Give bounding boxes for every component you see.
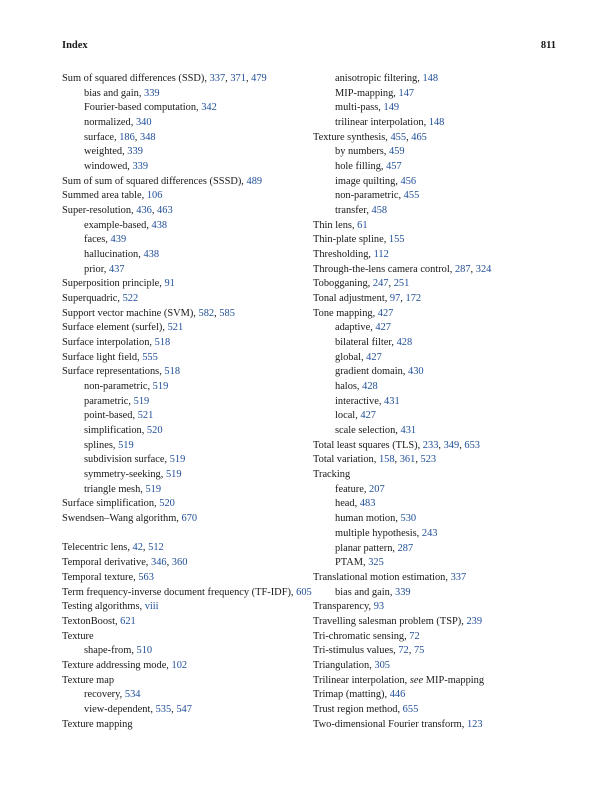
index-term: Thresholding, (313, 249, 374, 261)
index-term: hole filling, (335, 161, 387, 173)
index-term: global, (335, 351, 367, 363)
index-term: triangle mesh, (84, 483, 146, 495)
page-reference-link[interactable]: 305 (374, 659, 390, 671)
page-reference-link[interactable]: 340 (135, 117, 152, 129)
page-reference-link[interactable]: 102 (171, 659, 188, 671)
index-subentry (313, 497, 553, 512)
index-term: Temporal derivative, (62, 557, 151, 569)
index-subentry (62, 145, 302, 160)
index-subentry (62, 395, 302, 410)
index-term: Thin-plate spline, (313, 234, 389, 246)
page-reference-link[interactable]: 324 (475, 263, 492, 275)
index-term: MIP-mapping, (335, 87, 399, 99)
index-term: Fourier-based computation, (84, 102, 202, 114)
page-reference-link[interactable]: 458 (371, 205, 388, 217)
index-term: non-parametric, (335, 190, 404, 202)
index-subentry (62, 439, 302, 454)
page-reference-link[interactable]: 112 (373, 249, 389, 261)
index-term: Trimap (matting), (313, 689, 390, 701)
index-term: Superposition principle, (62, 278, 165, 290)
page-reference-link[interactable]: 148 (422, 73, 439, 84)
index-term: Tri-stimulus values, (313, 645, 399, 657)
index-term: subdivision surface, (84, 454, 170, 466)
index-term: human motion, (335, 513, 401, 525)
index-term: normalized, (84, 117, 136, 129)
index-term: Tri-chromatic sensing, (313, 630, 410, 642)
page-reference-link[interactable]: 519 (133, 395, 150, 407)
page-reference-link[interactable]: 535 (155, 703, 172, 715)
index-term: by numbers, (335, 146, 389, 158)
index-term: non-parametric, (84, 381, 153, 393)
index-term: local, (335, 410, 361, 422)
page-reference-link[interactable]: 148 (428, 117, 445, 129)
index-entry (313, 468, 553, 483)
index-term: head, (335, 498, 360, 510)
index-entry (62, 292, 302, 307)
index-entry (62, 718, 302, 733)
index-term: adaptive, (335, 322, 376, 334)
page-reference-link[interactable]: 360 (171, 557, 188, 569)
index-subentry (62, 101, 302, 116)
page-reference-link[interactable]: 339 (127, 146, 143, 158)
index-entry: Texture synthesis, 455, 465 (313, 131, 427, 143)
index-entry (313, 571, 553, 586)
page-reference-link[interactable]: 207 (369, 483, 385, 495)
index-entry: Telecentric lens, 42, 512 (62, 542, 164, 554)
index-term: faces, (84, 234, 111, 246)
page-reference-link[interactable]: 243 (421, 527, 438, 539)
page-reference-link[interactable]: 522 (122, 293, 139, 305)
index-entry: Super-resolution, 436, 463 (62, 205, 173, 217)
index-term: Sum of squared differences (SSD), (62, 73, 210, 84)
index-term: Texture mapping (62, 718, 133, 730)
index-entry (62, 189, 302, 204)
index-term: multiple hypothesis, (335, 527, 422, 539)
index-term: Transparency, (313, 601, 374, 613)
index-term: Trilinear interpolation, (313, 674, 410, 686)
index-term: splines, (84, 439, 119, 451)
index-term: interactive, (335, 395, 385, 407)
index-term: windowed, (84, 161, 133, 173)
index-entry (313, 233, 553, 248)
index-term: scale selection, (335, 425, 401, 437)
index-entry (313, 248, 553, 263)
running-header (62, 40, 556, 54)
index-term: Texture (62, 630, 94, 642)
index-entry (62, 586, 332, 601)
index-subentry (313, 542, 553, 557)
index-term: hallucination, (84, 249, 144, 261)
index-entry (62, 321, 302, 336)
page-reference-link[interactable]: 371 (230, 73, 246, 84)
index-term: feature, (335, 483, 370, 495)
index-term: prior, (84, 263, 109, 275)
page-reference-link[interactable]: 510 (136, 645, 153, 657)
page-reference-link[interactable]: 457 (386, 161, 402, 173)
index-term: multi-pass, (335, 102, 384, 114)
page-reference-link[interactable]: 479 (251, 73, 267, 84)
page-reference-link[interactable]: 430 (408, 366, 424, 378)
index-subentry (62, 688, 302, 703)
index-subentry: surface, 186, 348 (84, 131, 156, 143)
page-reference-link[interactable]: 346 (151, 557, 167, 569)
index-entry (62, 365, 302, 380)
page-reference-link[interactable]: 519 (169, 454, 186, 466)
index-entry (313, 703, 553, 718)
page-reference-link[interactable]: 247 (372, 278, 389, 290)
index-term: image quilting, (335, 175, 401, 187)
index-term: bilateral filter, (335, 337, 397, 349)
page-reference-link[interactable]: 427 (377, 307, 394, 319)
page-reference-link[interactable]: 555 (142, 351, 158, 363)
index-subentry (62, 409, 302, 424)
page-reference-link[interactable]: viii (144, 601, 159, 613)
page-reference-link[interactable]: 97 (389, 293, 401, 305)
page-reference-link[interactable]: 455 (403, 190, 420, 202)
page-reference-link[interactable]: 361 (399, 454, 416, 466)
index-term: symmetry-seeking, (84, 469, 166, 481)
index-entry (313, 659, 553, 674)
index-term: Travelling salesman problem (TSP), (313, 615, 467, 627)
page-reference-link[interactable]: 518 (154, 337, 171, 349)
index-subentry (313, 556, 553, 571)
index-term: Super-resolution, (62, 205, 137, 217)
page-reference-link[interactable]: 172 (405, 293, 422, 305)
page-reference-link[interactable]: 155 (388, 234, 405, 246)
index-entry (313, 615, 553, 630)
index-subentry (313, 87, 553, 102)
index-term: Surface interpolation, (62, 337, 155, 349)
page-reference-link[interactable]: 456 (400, 175, 417, 187)
index-term: point-based, (84, 410, 138, 422)
index-subentry (62, 233, 302, 248)
page-reference-link[interactable]: 337 (450, 571, 467, 583)
index-entry (62, 674, 302, 689)
page-reference-link[interactable]: 325 (368, 557, 384, 569)
page-reference-link[interactable]: 438 (151, 219, 168, 231)
page-reference-link[interactable]: 428 (396, 337, 413, 349)
index-term: Testing algorithms, (62, 601, 145, 613)
index-subentry (313, 160, 553, 175)
page-reference-link[interactable]: 518 (164, 366, 181, 378)
index-entry: Tobogganing, 247, 251 (313, 278, 410, 290)
index-term: Translational motion estimation, (313, 571, 451, 583)
page-reference-link[interactable]: 251 (393, 278, 410, 290)
index-subentry (62, 219, 302, 234)
index-entry (313, 630, 553, 645)
index-entry (313, 307, 553, 322)
index-term: TextonBoost, (62, 615, 121, 627)
index-term: Two-dimensional Fourier transform, (313, 718, 467, 730)
page-reference-link[interactable]: 519 (118, 439, 134, 451)
index-term: Support vector machine (SVM), (62, 307, 199, 319)
page-reference-link[interactable]: 75 (413, 645, 425, 657)
index-entry: Through-the-lens camera control, 287, 324 (313, 263, 492, 275)
index-term: bias and gain, (84, 87, 145, 99)
index-entry (62, 497, 302, 512)
index-term: shape-from, (84, 645, 137, 657)
index-entry: Support vector machine (SVM), 582, 585 (62, 307, 235, 319)
page-reference-link[interactable]: 621 (120, 615, 136, 627)
index-term: Temporal texture, (62, 571, 139, 583)
index-subentry (313, 351, 553, 366)
index-term: Term frequency-inverse document frequency (TF-IDF), (62, 586, 297, 598)
index-entry (313, 718, 553, 733)
page-reference-link[interactable]: 655 (402, 703, 419, 715)
page-reference-link[interactable]: 72 (409, 630, 420, 642)
index-term: Texture map (62, 674, 115, 686)
page-reference-link[interactable]: 463 (157, 205, 173, 217)
index-term: Texture addressing mode, (62, 659, 172, 671)
page-reference-link[interactable]: 339 (395, 586, 411, 598)
index-subentry (62, 380, 302, 395)
index-term: trilinear interpolation, (335, 117, 429, 129)
page-reference-link[interactable]: 582 (198, 307, 215, 319)
index-subentry (313, 116, 553, 131)
page-reference-link[interactable]: 149 (383, 102, 400, 114)
index-subentry (313, 72, 553, 87)
page-reference-link[interactable]: 431 (400, 425, 417, 437)
index-subentry (313, 365, 553, 380)
index-term: Telecentric lens, (62, 542, 133, 554)
index-entry (62, 571, 302, 586)
page-reference-link[interactable]: 93 (373, 601, 385, 613)
index-subentry (62, 248, 302, 263)
index-column-right (313, 72, 553, 732)
header-title: Index (62, 40, 88, 51)
index-term: transfer, (335, 205, 372, 217)
page-reference-link[interactable]: 521 (167, 322, 184, 334)
index-term: recovery, (84, 689, 125, 701)
page-reference-link[interactable]: 670 (181, 513, 198, 525)
page-reference-link[interactable]: 438 (143, 249, 160, 261)
page-reference-link[interactable]: 489 (246, 175, 263, 187)
index-subentry (313, 321, 553, 336)
index-entry (62, 615, 302, 630)
index-term: Total variation, (313, 454, 379, 466)
index-entry (62, 659, 302, 674)
index-entry (62, 600, 302, 615)
index-entry (313, 674, 553, 689)
page-reference-link[interactable]: 459 (388, 146, 405, 158)
index-term: Surface simplification, (62, 498, 160, 510)
page-reference-link[interactable]: 439 (110, 234, 127, 246)
index-entry: Tri-stimulus values, 72, 75 (313, 645, 425, 657)
see-reference-target: MIP-mapping (423, 674, 485, 686)
index-term: Sum of sum of squared differences (SSSD), (62, 175, 247, 187)
index-term: view-dependent, (84, 703, 156, 715)
index-subentry (62, 644, 302, 659)
page-reference-link[interactable]: 431 (384, 395, 400, 407)
page-reference-link[interactable]: 239 (466, 615, 483, 627)
index-term: gradient domain, (335, 366, 409, 378)
index-term: PTAM, (335, 557, 369, 569)
page-reference-link[interactable]: 147 (398, 87, 415, 99)
page-reference-link[interactable]: 158 (378, 454, 395, 466)
index-subentry (313, 586, 553, 601)
index-term: Surface representations, (62, 366, 165, 378)
index-subentry (313, 380, 553, 395)
index-subentry (313, 512, 553, 527)
page-reference-link[interactable]: 585 (219, 307, 235, 319)
index-subentry (313, 336, 553, 351)
page-reference-link[interactable]: 455 (390, 131, 407, 143)
index-subentry: view-dependent, 535, 547 (84, 703, 192, 715)
index-subentry (313, 175, 553, 190)
page-reference-link[interactable]: 519 (152, 381, 169, 393)
index-term: parametric, (84, 395, 134, 407)
index-subentry (62, 160, 302, 175)
page-reference-link[interactable]: 523 (420, 454, 437, 466)
page-reference-link[interactable]: 349 (443, 439, 460, 451)
index-subentry (313, 204, 553, 219)
index-subentry (62, 424, 302, 439)
page-reference-link[interactable]: 465 (411, 131, 427, 143)
index-entry (62, 336, 302, 351)
page-reference-link[interactable]: 123 (466, 718, 483, 730)
index-term: Summed area table, (62, 190, 147, 202)
index-term: Triangulation, (313, 659, 375, 671)
page-reference-link[interactable]: 547 (176, 703, 192, 715)
index-entry: Total least squares (TLS), 233, 349, 653 (313, 439, 480, 451)
page-reference-link[interactable]: 348 (140, 131, 156, 143)
index-term: Superquadric, (62, 293, 123, 305)
index-column-left (62, 72, 312, 732)
index-term: Tobogganing, (313, 278, 373, 290)
page-reference-link[interactable]: 520 (146, 425, 163, 437)
index-term: Through-the-lens camera control, (313, 263, 455, 275)
page-reference-link[interactable]: 519 (145, 483, 162, 495)
index-entry (313, 219, 553, 234)
index-entry: Total variation, 158, 361, 523 (313, 454, 437, 466)
index-term: example-based, (84, 219, 152, 231)
index-term: Surface element (surfel), (62, 322, 168, 334)
page-reference-link[interactable]: 563 (138, 571, 154, 583)
index-subentry (62, 263, 302, 278)
index-term: Total least squares (TLS), (313, 439, 423, 451)
index-entry (62, 630, 302, 645)
page-reference-link[interactable]: 61 (357, 219, 368, 231)
index-subentry (313, 189, 553, 204)
index-subentry (313, 409, 553, 424)
index-subentry (62, 87, 302, 102)
page-reference-link[interactable]: 186 (119, 131, 135, 143)
index-entry: Tonal adjustment, 97, 172 (313, 293, 422, 305)
page-reference-link[interactable]: 534 (124, 689, 141, 701)
index-entry (62, 277, 302, 292)
page-reference-link[interactable]: 339 (132, 161, 149, 173)
page-number: 811 (540, 40, 556, 51)
page-reference-link[interactable]: 72 (398, 645, 409, 657)
index-subentry (62, 116, 302, 131)
index-subentry (313, 483, 553, 498)
page-reference-link[interactable]: 520 (159, 498, 175, 510)
page-reference-link[interactable]: 437 (108, 263, 125, 275)
index-entry (62, 351, 302, 366)
see-reference-label: see (409, 674, 424, 686)
page-reference-link[interactable]: 483 (359, 498, 376, 510)
index-term: Tone mapping, (313, 307, 378, 319)
index-subentry (313, 527, 553, 542)
index-entry (62, 512, 302, 527)
page-reference-link[interactable]: 106 (146, 190, 163, 202)
index-term: weighted, (84, 146, 128, 158)
index-entry (62, 175, 302, 190)
page-reference-link[interactable]: 512 (148, 542, 164, 554)
index-term: Trust region method, (313, 703, 403, 715)
index-term: Surface light field, (62, 351, 143, 363)
index-subentry (313, 145, 553, 160)
page-reference-link[interactable]: 428 (362, 381, 378, 393)
page-reference-link[interactable]: 287 (454, 263, 471, 275)
page-reference-link[interactable]: 42 (132, 542, 143, 554)
index-term: Swendsen–Wang algorithm, (62, 513, 182, 525)
page-reference-link[interactable]: 653 (464, 439, 480, 451)
index-term: bias and gain, (335, 586, 396, 598)
page-reference-link[interactable]: 427 (366, 351, 382, 363)
page-reference-link[interactable]: 519 (165, 469, 182, 481)
page-reference-link[interactable]: 605 (296, 586, 312, 598)
page-reference-link[interactable]: 342 (201, 102, 217, 114)
page-reference-link[interactable]: 287 (397, 542, 414, 554)
page-reference-link[interactable]: 427 (360, 410, 376, 422)
page-reference-link[interactable]: 233 (422, 439, 439, 451)
page-reference-link[interactable]: 91 (164, 278, 175, 290)
page-reference-link[interactable]: 339 (144, 87, 160, 99)
index-term: Thin lens, (313, 219, 358, 231)
index-entry: Temporal derivative, 346, 360 (62, 557, 188, 569)
index-subentry (62, 468, 302, 483)
page-reference-link[interactable]: 521 (137, 410, 154, 422)
index-entry: Sum of squared differences (SSD), 337, 371, 479 (62, 73, 267, 84)
index-term: halos, (335, 381, 363, 393)
page-reference-link[interactable]: 337 (209, 73, 226, 84)
index-subentry (313, 424, 553, 439)
index-term: surface, (84, 131, 120, 143)
page-reference-link[interactable]: 446 (389, 689, 406, 701)
index-subentry (62, 453, 302, 468)
page-reference-link[interactable]: 530 (400, 513, 417, 525)
index-subentry (313, 101, 553, 116)
index-term: Tonal adjustment, (313, 293, 390, 305)
index-subentry (62, 483, 302, 498)
index-term: simplification, (84, 425, 147, 437)
index-term: planar pattern, (335, 542, 398, 554)
index-subentry (313, 395, 553, 410)
index-term: Tracking (313, 469, 351, 481)
page-reference-link[interactable]: 436 (136, 205, 152, 217)
index-term: anisotropic filtering, (335, 73, 423, 84)
index-entry (313, 688, 553, 703)
page-reference-link[interactable]: 427 (375, 322, 391, 334)
index-term: Texture synthesis, (313, 131, 391, 143)
index-entry (313, 600, 553, 615)
